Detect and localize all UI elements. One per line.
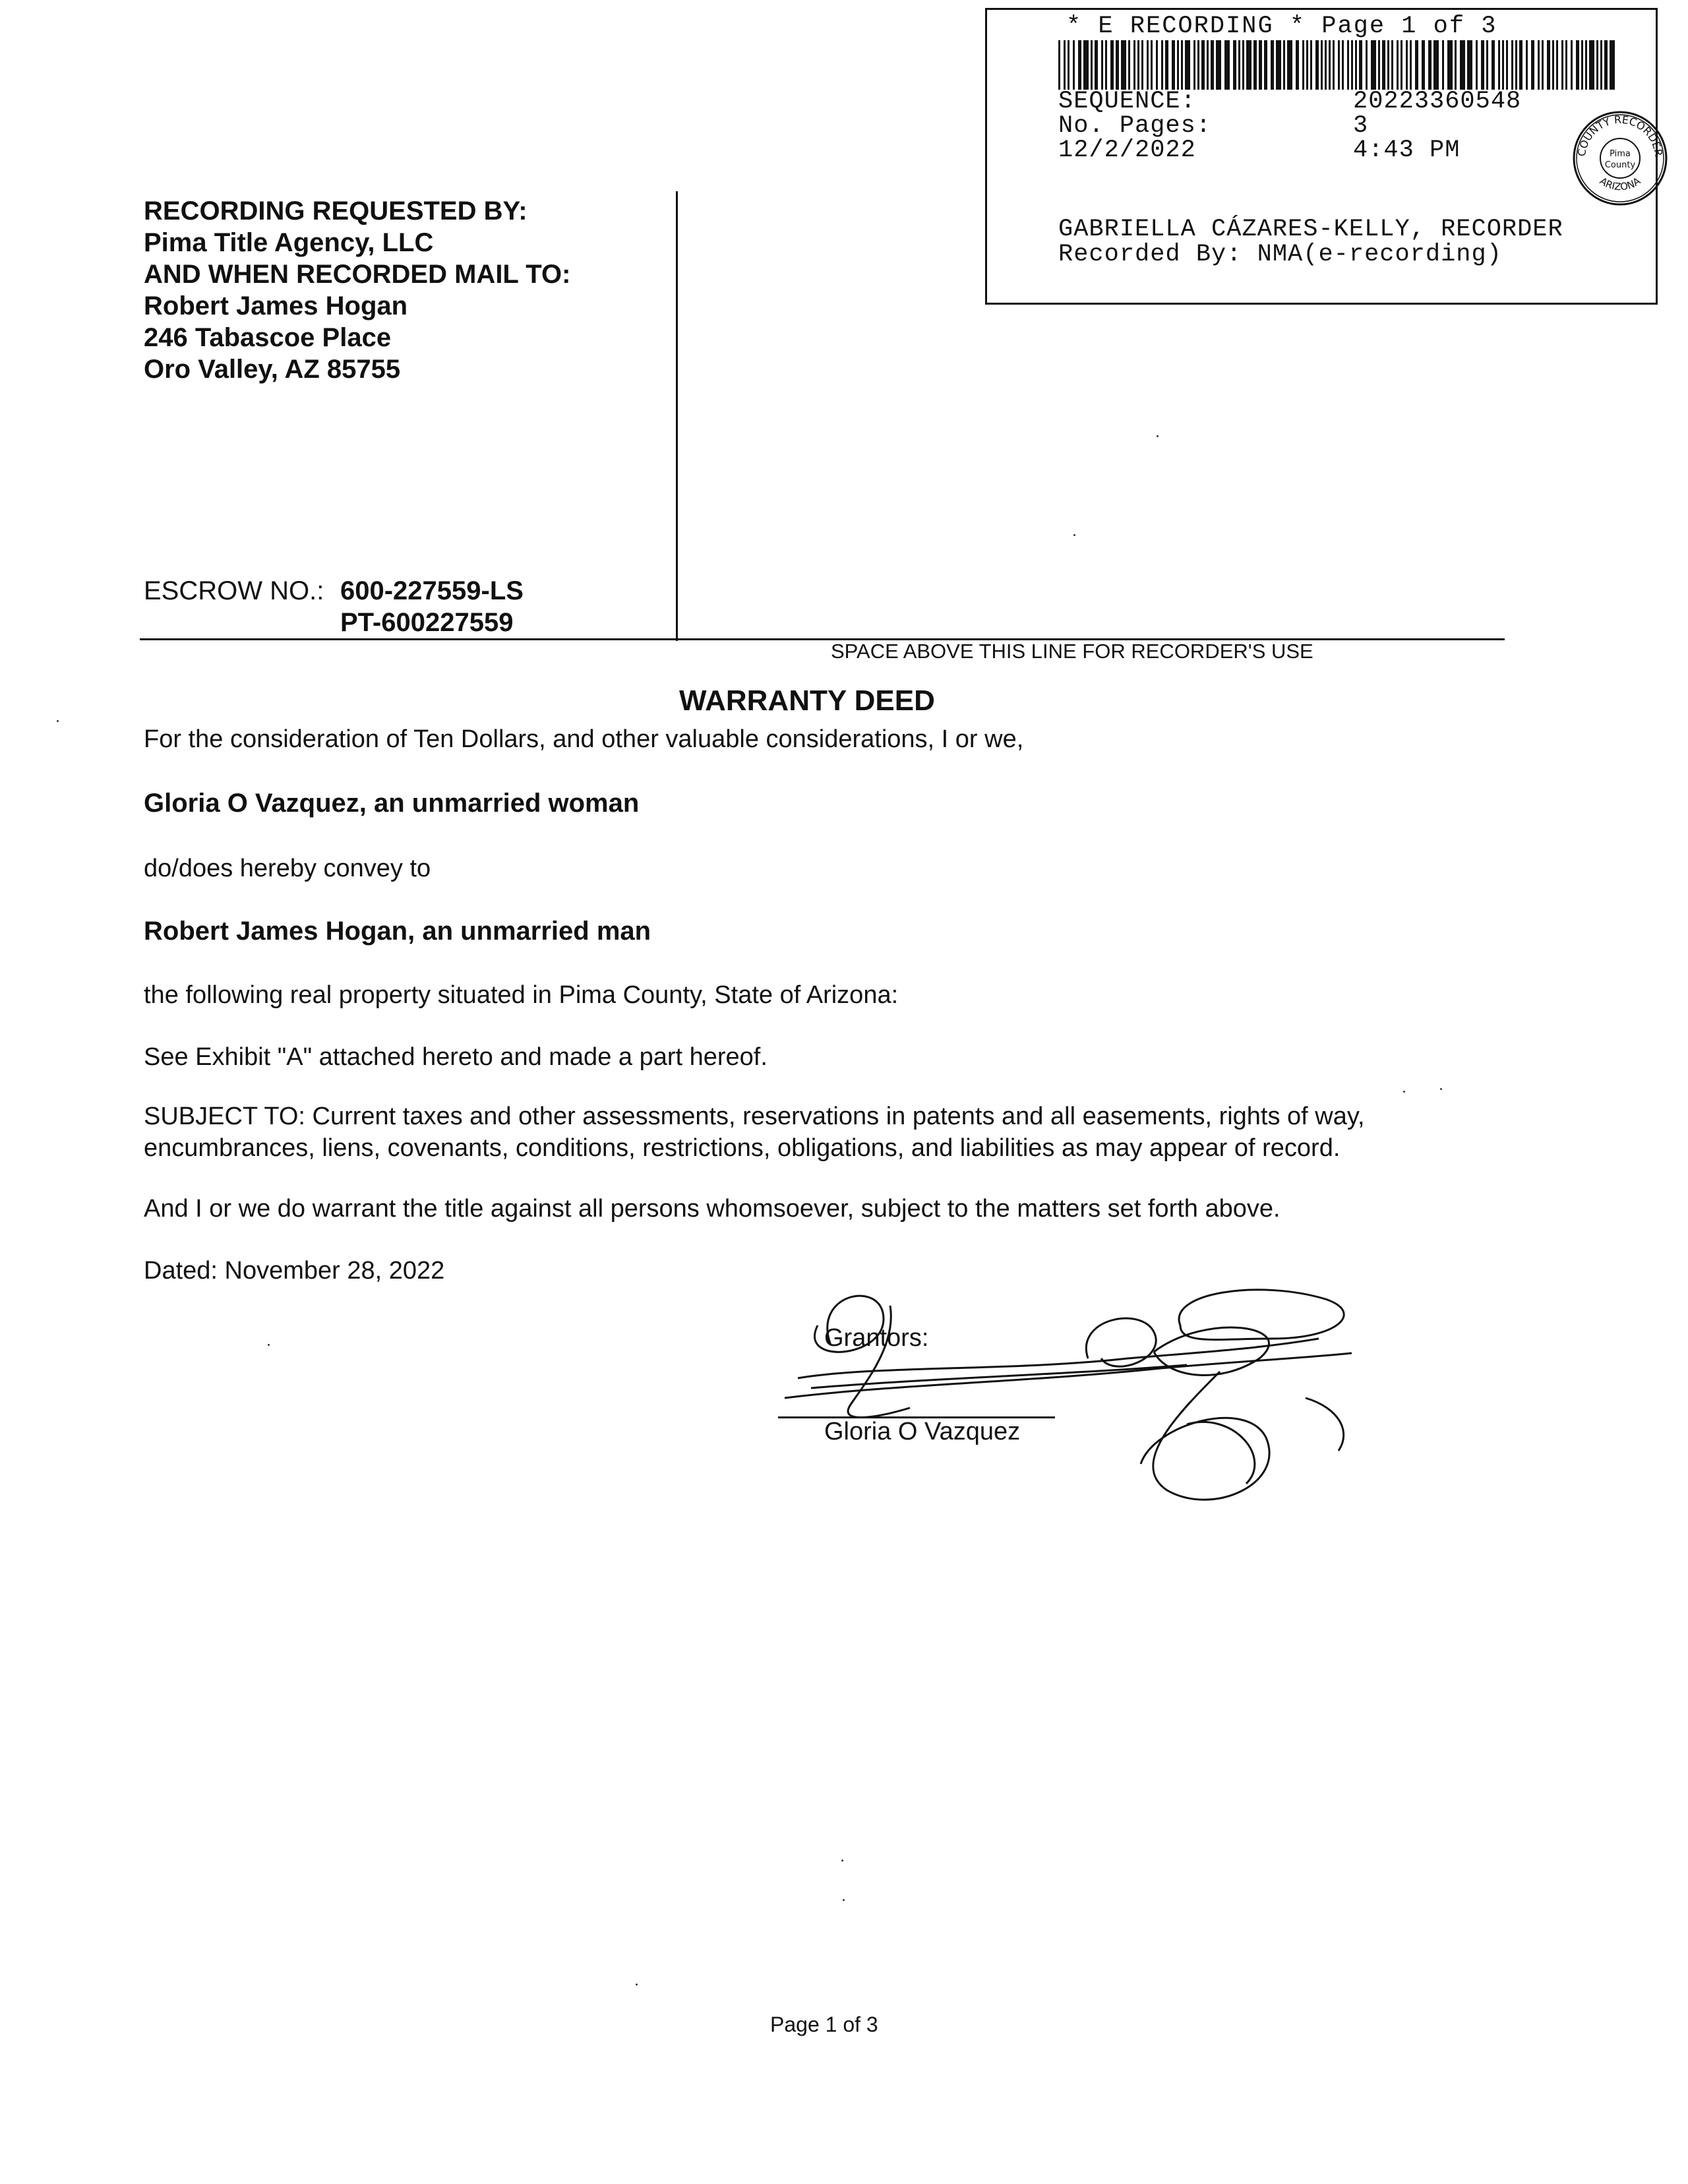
barcode-bar [1401,40,1402,90]
seal-bottom-text: ARIZONA [1597,175,1643,193]
barcode-bar [1391,40,1393,90]
barcode-bar [1083,40,1089,90]
barcode-bar [1581,40,1583,90]
property-text: the following real property situated in Pima County, State of Arizona: [144,981,899,1009]
barcode-bar [1347,40,1349,90]
grantor-text: Gloria O Vazquez, an unmarried woman [144,789,640,818]
requested-by-label: RECORDING REQUESTED BY: [144,197,528,226]
barcode-bar [1091,40,1093,90]
barcode-bar [1410,40,1412,90]
barcode-bar [1101,40,1103,90]
barcode-bar [1604,40,1608,90]
subject-to-line-2: encumbrances, liens, covenants, conditions, restrictions, obligations, and liabilities as may appear of record. [144,1134,1341,1162]
barcode-bar [1211,40,1214,90]
barcode-bar [1197,40,1199,90]
barcode-bar [1502,40,1504,90]
barcode-bar [1207,40,1209,90]
barcode-bar [1058,40,1060,90]
escrow-alt-number: PT-600227559 [340,608,514,637]
barcode-bar [1147,40,1149,90]
mail-to-city: Oro Valley, AZ 85755 [144,355,401,384]
barcode-bar [1600,40,1602,90]
barcode-bar [1387,40,1389,90]
grantors-label: Grantors: [824,1324,929,1352]
barcode-bar [1433,40,1439,90]
recording-time: 4:43 PM [1353,136,1461,164]
barcode-bar [1310,40,1312,90]
barcode-bar [1538,40,1540,90]
barcode-bar [1406,40,1408,90]
handwritten-signature [758,1266,1418,1530]
barcode-bar [1201,40,1205,90]
barcode-bar [1571,40,1573,90]
barcode-bar [1552,40,1554,90]
barcode-bar [1515,40,1517,90]
barcode-bar [1556,40,1558,90]
barcode-bar [1181,40,1183,90]
barcode-bar [1397,40,1399,90]
mail-to-name: Robert James Hogan [144,291,408,320]
barcode-bar [1095,40,1098,90]
barcode-bar [1156,40,1158,90]
scan-speck [1157,435,1159,437]
barcode-bar [1547,40,1550,90]
barcode-bar [1246,40,1251,90]
barcode-bar [1610,40,1615,90]
barcode-bar [1306,40,1308,90]
barcode-bar [1338,40,1340,90]
header-vertical-divider [676,191,678,641]
barcode-bar [1315,40,1319,90]
recording-header: * E RECORDING * Page 1 of 3 [1066,13,1497,40]
barcode-bar [1325,40,1327,90]
barcode-bar [1351,40,1353,90]
barcode-bar [1283,40,1285,90]
barcode-bar [1193,40,1195,90]
space-above-note: SPACE ABOVE THIS LINE FOR RECORDER'S USE [831,640,1313,663]
barcode-bar [1264,40,1267,90]
grantee-text: Robert James Hogan, an unmarried man [144,917,651,946]
sequence-value: 20223360548 [1353,88,1522,115]
barcode-bar [1233,40,1236,90]
barcode-bar [1287,40,1292,90]
barcode-bar [1455,40,1457,90]
recorded-by: Recorded By: NMA(e-recording) [1058,241,1502,268]
scan-speck [268,1344,270,1346]
barcode-bar [1460,40,1465,90]
barcode-bar [1511,40,1513,90]
barcode-bar [1442,40,1444,90]
barcode-bar [1068,40,1070,90]
barcode-bar [1110,40,1114,90]
recorder-name: GABRIELLA CÁZARES-KELLY, RECORDER [1058,216,1563,243]
barcode-bar [1492,40,1495,90]
barcode-bar [1177,40,1179,90]
recorder-stamp-box [985,8,1666,305]
barcode-bar [1447,40,1453,90]
barcode-bar [1105,40,1107,90]
barcode-bar [1498,40,1500,90]
subject-to-line-1: SUBJECT TO: Current taxes and other assessments, reservations in patents and all easements, rights of way, [144,1103,1365,1130]
barcode-bar [1467,40,1472,90]
barcode-bar [1296,40,1299,90]
barcode-bar [1165,40,1168,90]
barcode-bar [1137,40,1139,90]
barcode-bar [1302,40,1304,90]
scan-speck [636,1984,638,1986]
seal-inner-text-1: Pima [1610,149,1631,159]
barcode-bar [1589,40,1594,90]
barcode-bar [1151,40,1153,90]
pages-value: 3 [1353,112,1369,140]
barcode-bar [1561,40,1563,90]
barcode-bar [1378,40,1380,90]
barcode-bar [1172,40,1175,90]
barcode-bar [1342,40,1344,90]
barcode-bar [1355,40,1357,90]
barcode-bar [1371,40,1376,90]
barcode-bar [1526,40,1528,90]
barcode-bar [1064,40,1066,90]
barcode-bar [1216,40,1221,90]
escrow-label: ESCROW NO.: [144,576,324,605]
barcode-bar [1078,40,1081,90]
seal-outer-text: COUNTY RECORDER [1575,113,1666,158]
scan-speck [841,1860,843,1862]
barcode-bar [1415,40,1418,90]
escrow-number: 600-227559-LS [340,576,524,605]
warrant-text: And I or we do warrant the title against all persons whomsoever, subject to the matters set forth above. [144,1195,1281,1223]
grantor-signature-name: Gloria O Vazquez [824,1418,1021,1445]
barcode-bar [1519,40,1522,90]
recording-date: 12/2/2022 [1058,136,1196,164]
exhibit-text: See Exhibit "A" attached hereto and made a part hereof. [144,1043,768,1071]
barcode-bar [1428,40,1432,90]
scan-speck [57,720,59,722]
barcode-bar [1161,40,1163,90]
barcode-bar [1596,40,1598,90]
barcode-bar [1259,40,1262,90]
requested-by-name: Pima Title Agency, LLC [144,228,434,257]
barcode-bar [1276,40,1281,90]
barcode-bar [1333,40,1335,90]
barcode-bar [1486,40,1488,90]
barcode-bar [1238,40,1240,90]
barcode-bar [1185,40,1190,90]
scan-speck [843,1899,845,1901]
barcode-bar [1141,40,1143,90]
barcode-bar [1476,40,1478,90]
page-number: Page 1 of 3 [770,2013,878,2036]
barcode-bar [1422,40,1425,90]
dated-text: Dated: November 28, 2022 [144,1257,445,1285]
barcode-bar [1116,40,1119,90]
barcode-bar [1128,40,1130,90]
barcode-bar [1121,40,1126,90]
barcode-bar [1576,40,1579,90]
scan-speck [1403,1091,1405,1093]
barcode [1058,40,1619,90]
scan-speck [1440,1088,1442,1090]
mail-to-label: AND WHEN RECORDED MAIL TO: [144,260,571,289]
barcode-bar [1506,40,1508,90]
barcode-bar [1585,40,1587,90]
mail-to-street: 246 Tabascoe Place [144,323,392,352]
barcode-bar [1224,40,1230,90]
pages-label: No. Pages: [1058,112,1212,140]
sequence-label: SEQUENCE: [1058,88,1196,115]
scan-speck [1073,534,1075,536]
barcode-bar [1542,40,1544,90]
consideration-text: For the consideration of Ten Dollars, and other valuable considerations, I or we, [144,725,1024,753]
barcode-bar [1133,40,1135,90]
county-recorder-seal [1571,109,1670,208]
barcode-bar [1366,40,1368,90]
convey-text: do/does hereby convey to [144,855,431,882]
barcode-bar [1321,40,1323,90]
barcode-bar [1329,40,1331,90]
barcode-bar [1531,40,1534,90]
barcode-bar [1565,40,1567,90]
barcode-bar [1253,40,1257,90]
seal-inner-text-2: County [1604,160,1636,170]
barcode-bar [1481,40,1484,90]
barcode-bar [1073,40,1075,90]
barcode-bar [1271,40,1274,90]
barcode-bar [1242,40,1244,90]
document-title: WARRANTY DEED [679,684,935,717]
barcode-bar [1382,40,1385,90]
barcode-bar [1359,40,1362,90]
